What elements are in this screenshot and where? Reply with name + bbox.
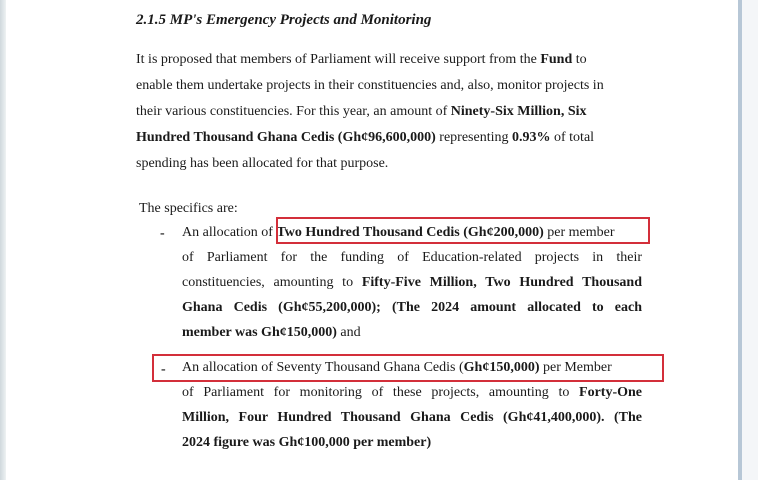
item1-line-2: of Parliament for the funding of Education-related projects in their (182, 250, 642, 265)
bullet-marker-1: - (160, 226, 165, 241)
highlight-box-200000 (276, 217, 650, 244)
item1-line-3: constituencies, amounting to Fifty-Five Million, Two Hundred Thousand (182, 275, 642, 290)
item2-line-4: 2024 figure was Gh¢100,000 per member) (182, 435, 432, 450)
item1-line-5: member was Gh¢150,000) and (182, 325, 361, 340)
intro-line-2: enable them undertake projects in their constituencies and, also, monitor projects in (136, 78, 604, 93)
item2-line-2: of Parliament for monitoring of these projects, amounting to Forty-One (182, 385, 642, 400)
intro-paragraph (136, 47, 636, 177)
intro-line-4: Hundred Thousand Ghana Cedis (Gh¢96,600,000) representing 0.93% of total (136, 130, 595, 145)
intro-line-1: It is proposed that members of Parliament will receive support from the Fund to (136, 52, 587, 67)
intro-line-5: spending has been allocated for that purpose. (136, 156, 389, 171)
item1-line-4: Ghana Cedis (Gh¢55,200,000); (The 2024 amount allocated to each (182, 300, 642, 315)
bullet-marker-2: - (161, 362, 166, 377)
page-right-margin (742, 0, 758, 480)
item2-line-3: Million, Four Hundred Thousand Ghana Cedis (Gh¢41,400,000). (The (182, 410, 642, 425)
section-heading: 2.1.5 MP's Emergency Projects and Monitoring (136, 12, 432, 28)
intro-line-3: their various constituencies. For this year, an amount of Ninety-Six Million, Six (136, 104, 587, 119)
item1-line-1: An allocation of Two Hundred Thousand Cedis (Gh¢200,000) per member (182, 225, 615, 240)
highlight-box-seventy-thousand (152, 354, 664, 382)
item2-line-1: An allocation of Seventy Thousand Ghana Cedis (Gh¢150,000) per Member (182, 360, 612, 375)
specifics-label: The specifics are: (139, 201, 238, 216)
